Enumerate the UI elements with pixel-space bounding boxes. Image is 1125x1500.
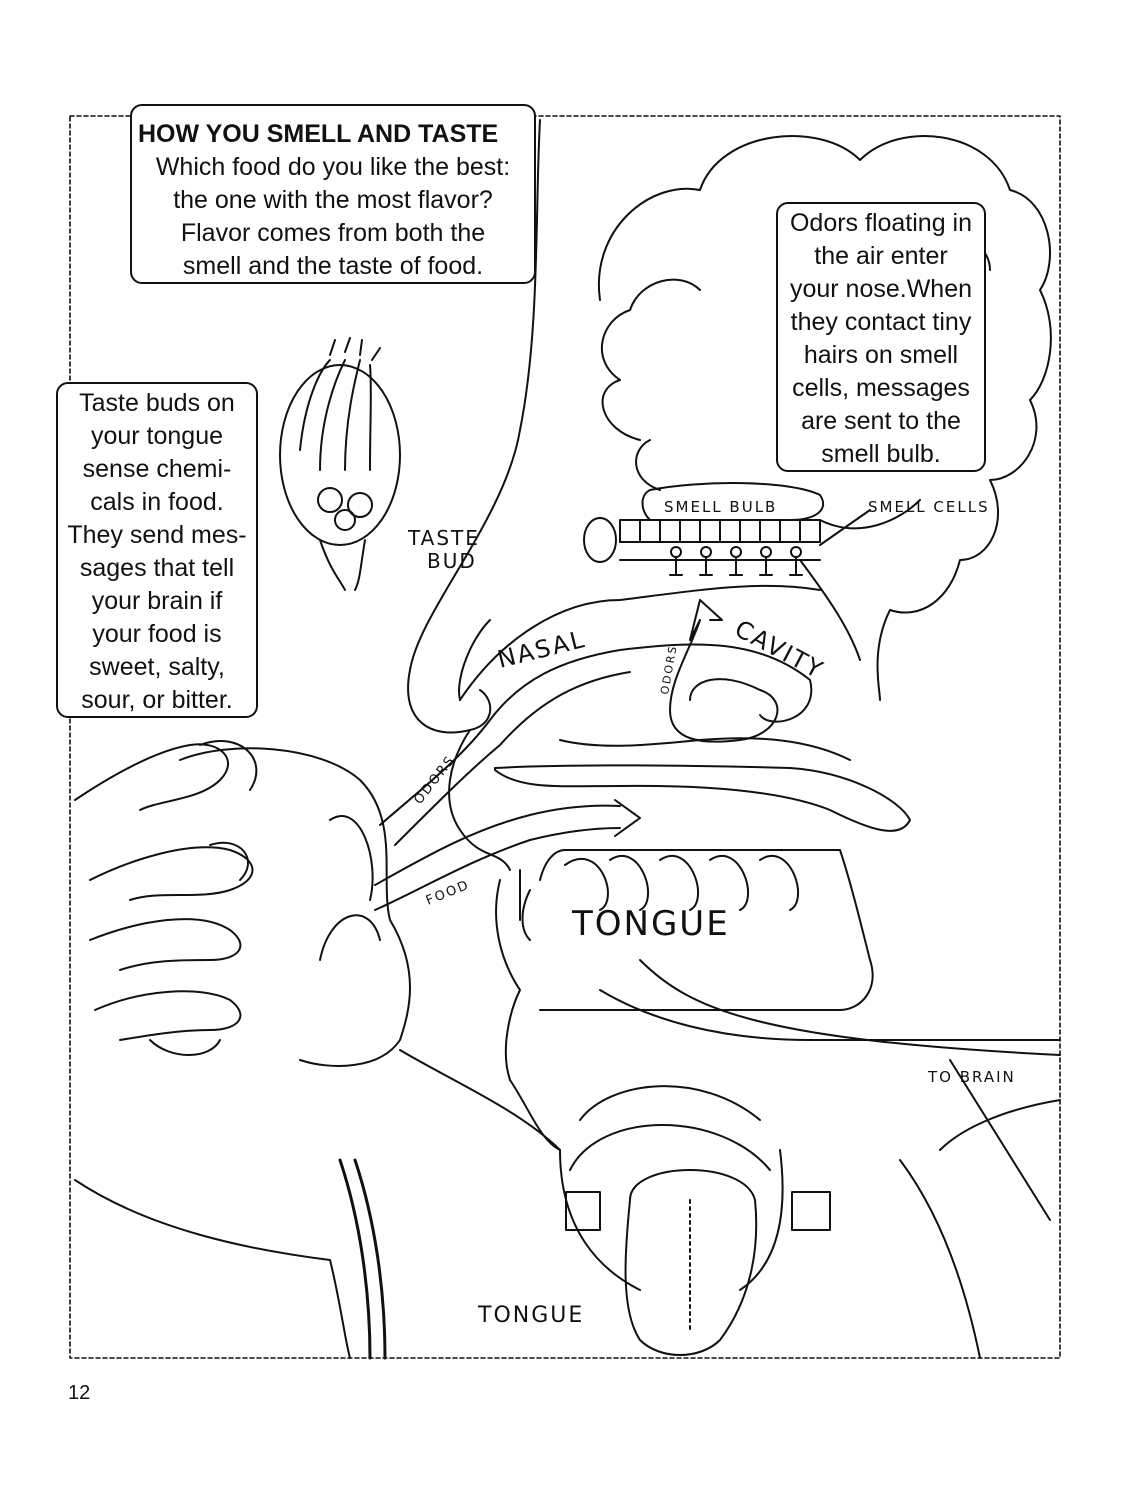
palate (495, 765, 910, 831)
to-brain-label: TO BRAIN (928, 1068, 1016, 1086)
taste-buds-box (56, 382, 258, 718)
odors-box (776, 202, 986, 472)
cavity-label: CAVITY (730, 614, 829, 685)
odor-line-2: the air enter (814, 242, 948, 270)
odor-line-5: hairs on smell (803, 341, 959, 369)
taste-bud-drawing (280, 338, 400, 590)
food-arrow (375, 806, 620, 885)
tongue-section (520, 850, 1060, 1055)
title-line-3: Flavor comes from both the (180, 219, 486, 247)
odor-line-8: smell bulb. (821, 440, 941, 468)
smell-cells-label: SMELL CELLS (868, 498, 990, 516)
taste-line-5: They send mes- (67, 521, 247, 549)
odor-line-1: Odors floating in (789, 209, 973, 237)
odor-line-6: cells, messages (792, 374, 970, 402)
page-title: HOW YOU SMELL AND TASTE (138, 120, 499, 148)
taste-line-10: sour, or bitter. (81, 686, 233, 714)
fruit (180, 748, 410, 1066)
smell-bulb-label: SMELL BULB (664, 498, 778, 516)
taste-bud-label-1: TASTE (408, 526, 480, 550)
page-number: 12 (68, 1382, 91, 1404)
odors-loop-label: ODORS (658, 643, 680, 696)
odors-arrow-nose (380, 644, 811, 825)
title-box (130, 104, 536, 284)
tongue-section-label: TONGUE (572, 904, 730, 944)
taste-line-2: your tongue (90, 422, 224, 450)
title-line-2: the one with the most flavor? (173, 186, 493, 214)
hand (75, 744, 228, 810)
mouth-drawing (560, 1086, 830, 1355)
taste-bud-label-2: BUD (427, 549, 477, 573)
taste-line-7: your brain if (91, 587, 223, 615)
taste-line-1: Taste buds on (79, 389, 235, 417)
taste-line-4: cals in food. (90, 488, 224, 516)
tongue-bottom-label: TONGUE (478, 1303, 585, 1328)
title-line-4: smell and the taste of food. (182, 252, 484, 280)
taste-line-3: sense chemi- (82, 455, 232, 483)
taste-line-8: your food is (92, 620, 222, 648)
odor-line-3: your nose.When (789, 275, 973, 303)
title-line-1: Which food do you like the best: (155, 153, 511, 181)
odors-nose-label: ODORS (411, 752, 459, 808)
taste-line-6: sages that tell (79, 554, 235, 582)
nasal-label: NASAL (494, 624, 589, 674)
taste-line-9: sweet, salty, (89, 653, 225, 681)
odor-line-4: they contact tiny (790, 308, 972, 336)
odor-line-7: are sent to the (801, 407, 961, 435)
food-label: FOOD (423, 877, 473, 909)
